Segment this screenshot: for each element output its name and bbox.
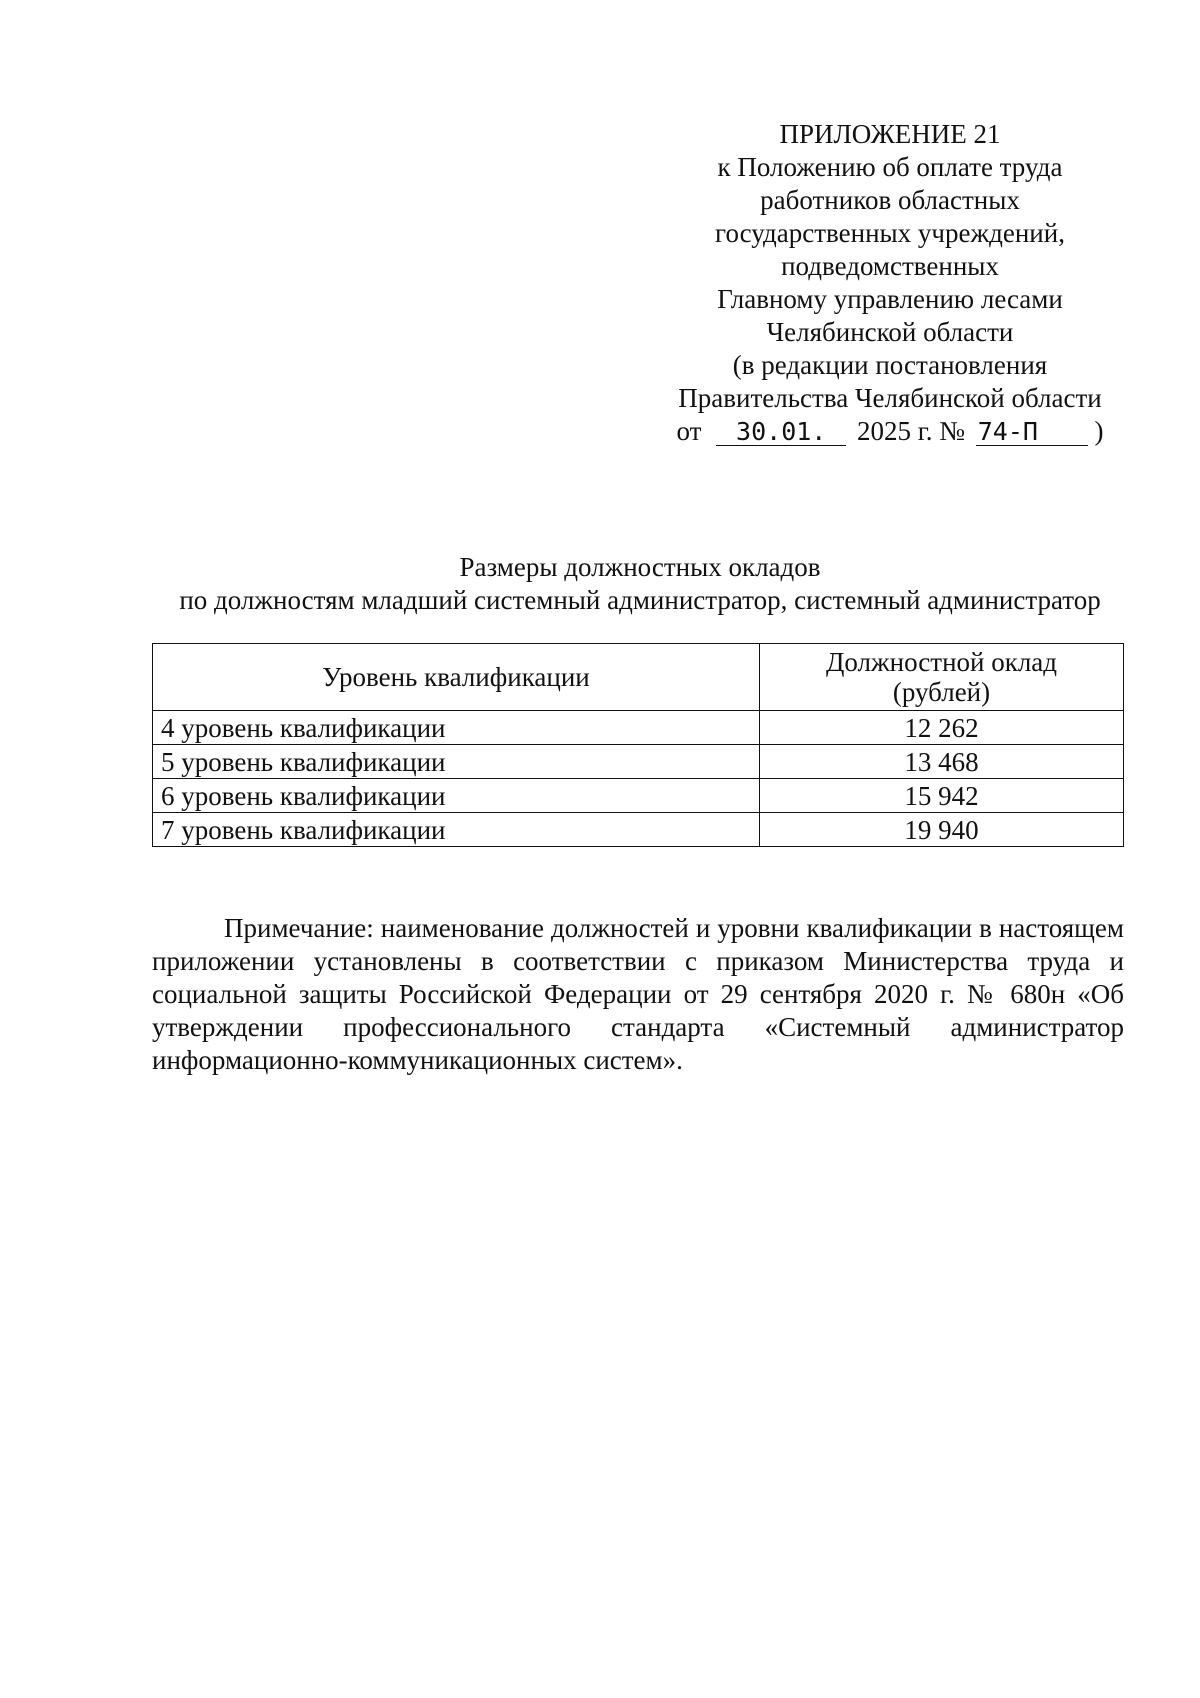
- date-prefix: от: [676, 416, 702, 446]
- header-level: Уровень квалификации: [153, 644, 760, 711]
- closing-paren: ): [1094, 416, 1104, 446]
- appendix-line: к Положению об оплате труда: [717, 152, 1063, 182]
- appendix-line: Челябинской области: [766, 317, 1014, 347]
- cell-level: 6 уровень квалификации: [153, 779, 760, 813]
- appendix-line: (в редакции постановления: [732, 350, 1048, 380]
- cell-level: 4 уровень квалификации: [153, 711, 760, 745]
- header-salary: [760, 644, 1124, 711]
- decree-number-field: 74-П: [976, 419, 1088, 446]
- document-title: [100, 551, 1180, 617]
- cell-level: 7 уровень квалификации: [153, 813, 760, 847]
- appendix-line: Главному управлению лесами: [717, 284, 1063, 314]
- title-line-2: по должностям младший системный администратор, системный администратор: [179, 585, 1101, 615]
- table-row: [153, 745, 1124, 779]
- appendix-line: подведомственных: [781, 251, 999, 281]
- appendix-line: государственных учреждений,: [715, 218, 1065, 248]
- year-text: 2025 г. №: [856, 416, 965, 446]
- appendix-line: работников областных: [760, 185, 1020, 215]
- table-header-row: [153, 644, 1124, 711]
- cell-salary: 19 940: [760, 813, 1124, 847]
- cell-salary: 12 262: [760, 711, 1124, 745]
- appendix-line: Правительства Челябинской области: [678, 383, 1102, 413]
- note-paragraph: Примечание: наименование должностей и уровни квалификации в настоящем приложении установлены в соответствии с приказом Министерства труда и социальной защиты Российской Федерации от 29 сентября 2020 г. № 680н «Об утверждении профессионального стандарта «Системный администратор информационно-коммуникационных систем».: [152, 913, 1124, 1075]
- table-row: [153, 711, 1124, 745]
- title-line-1: Размеры должностных окладов: [459, 552, 821, 582]
- appendix-header: [640, 118, 1140, 448]
- table-row: [153, 779, 1124, 813]
- cell-salary: 15 942: [760, 779, 1124, 813]
- table-row: [153, 813, 1124, 847]
- cell-level: 5 уровень квалификации: [153, 745, 760, 779]
- header-salary-line-2: (рублей): [892, 677, 991, 707]
- salary-table: [152, 643, 1124, 847]
- appendix-heading: ПРИЛОЖЕНИЕ 21: [779, 119, 1001, 149]
- decree-date-field: 30.01.: [716, 419, 846, 446]
- decree-date-line: [640, 415, 1140, 448]
- header-salary-line-1: Должностной оклад: [825, 647, 1058, 677]
- cell-salary: 13 468: [760, 745, 1124, 779]
